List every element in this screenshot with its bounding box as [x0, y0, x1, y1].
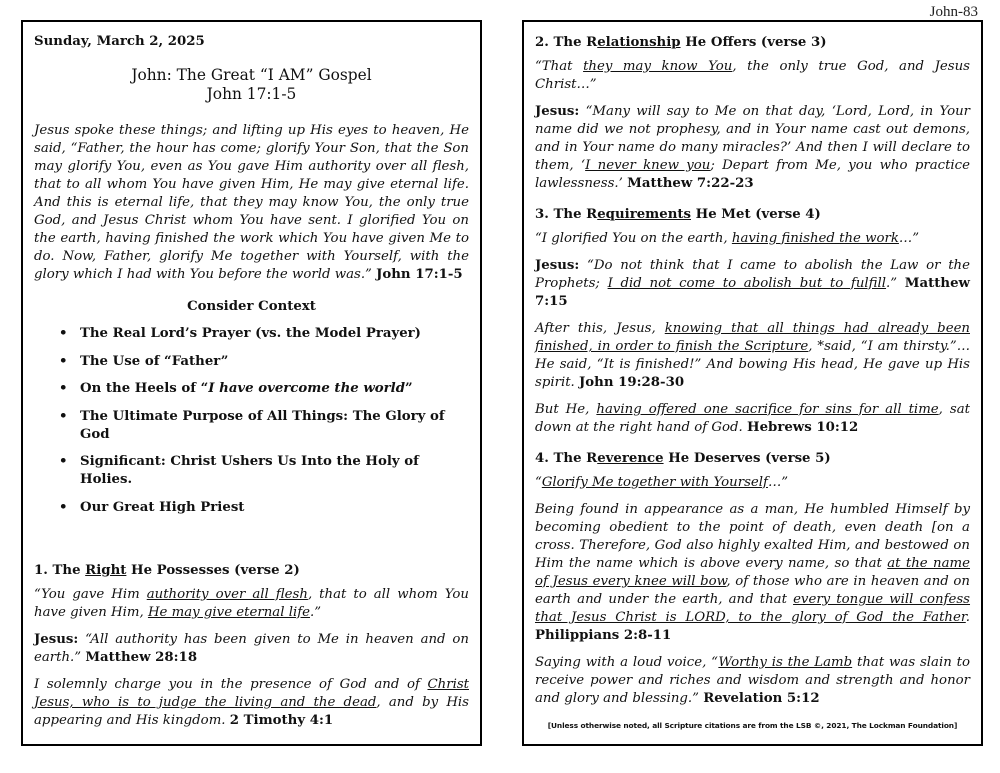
left-page-panel — [21, 20, 482, 746]
quote-text: “That — [535, 59, 584, 74]
passage-underlined: at the name of Jesus every knee will bow — [535, 556, 970, 589]
section-heading-prefix: 4. The R — [535, 451, 598, 466]
jesus-underlined: I did not come to abolish but to fulfill — [607, 276, 887, 291]
section-3-sacrifice-passage — [535, 401, 970, 437]
context-item-italic: I have overcome the world — [208, 381, 405, 396]
jesus-text: “All authority has been given to Me in heaven and on earth.” — [34, 632, 469, 665]
jesus-text: ; Depart from Me, you who practice lawlessness.’ — [535, 158, 970, 191]
quote-underlined: authority over all flesh — [146, 587, 308, 602]
passage-text: But He, — [535, 402, 597, 417]
scripture-ref: Matthew 7:15 — [535, 276, 970, 309]
jesus-label: Jesus: — [535, 258, 580, 273]
quote-text: …” — [767, 475, 789, 490]
section-4-quote — [535, 474, 970, 492]
scripture-ref: Philippians 2:8-11 — [535, 628, 672, 643]
passage-text: . — [965, 610, 970, 625]
section-4-worthy-passage — [535, 654, 970, 708]
quote-text: , the only true God, and Jesus Christ…” — [535, 59, 970, 92]
context-item — [80, 353, 469, 371]
passage-underlined: having offered one sacrifice for sins for all time — [596, 402, 939, 417]
section-3-finished-passage — [535, 320, 970, 392]
scripture-ref: 2 Timothy 4:1 — [229, 713, 334, 728]
section-heading-keyword: Right — [85, 563, 127, 578]
section-heading-suffix: He Met (verse 4) — [691, 207, 821, 222]
quote-text: , that to all whom You have given Him, — [34, 587, 469, 620]
section-1-charge — [34, 676, 469, 730]
jesus-text: “Many will say to Me on that day, ‘Lord, Lord, in Your name did we not prophesy, and in Your name cast out demons, and in Your name do many miracles?’ And then I will declare to them, ‘ — [535, 104, 970, 173]
section-heading-prefix: 2. The R — [535, 35, 598, 50]
quote-text: “I glorified You on the earth, — [535, 231, 732, 246]
page-number: John-83 — [929, 4, 978, 20]
quote-text: “You gave Him — [34, 587, 147, 602]
passage-text: , *said, “I am thirsty.”…He said, “It is finished!” And bowing His head, He gave up His spirit. — [535, 339, 970, 390]
sermon-date: Sunday, March 2, 2025 — [34, 34, 205, 49]
scripture-ref: John 19:28-30 — [579, 375, 685, 390]
section-4-heading — [535, 450, 970, 468]
section-heading-keyword: everence — [597, 451, 664, 466]
passage-underlined: knowing that all things had already been finished, in order to finish the Scripture — [535, 321, 970, 354]
context-item — [80, 380, 469, 398]
section-heading-keyword: equirements — [597, 207, 691, 222]
title-block — [34, 66, 469, 104]
charge-text: , and by His appearing and His kingdom. — [34, 695, 470, 728]
passage-text: Being found in appearance as a man, He humbled Himself by becoming obedient to the point of death, even death [on a cross. Therefore, God also highly exalted Him, and bestowed on Him the name which is above every name, so that — [535, 502, 970, 571]
context-heading: Consider Context — [187, 299, 316, 314]
scripture-ref: Matthew 7:22-23 — [627, 176, 754, 191]
quote-underlined: they may know You — [583, 59, 733, 74]
sermon-title: John: The Great “I AM” Gospel — [131, 66, 372, 84]
context-item — [80, 408, 469, 444]
quote-text: …” — [898, 231, 920, 246]
scripture-ref: Hebrews 10:12 — [747, 420, 859, 435]
jesus-label: Jesus: — [34, 632, 79, 647]
jesus-text: .” — [886, 276, 898, 291]
context-item — [80, 325, 469, 343]
passage-text: that was slain to receive power and riches and wisdom and strength and honor and glory and blessing.” — [535, 655, 970, 706]
context-item-text: Our Great High Priest — [80, 499, 245, 515]
sermon-passage: John 17:1-5 — [206, 85, 297, 103]
context-item-text: The Use of “Father” — [80, 353, 229, 369]
section-3-jesus-quote — [535, 257, 970, 311]
context-item-text: Significant: Christ Ushers Us Into the Holy of Holies. — [80, 454, 419, 487]
jesus-label: Jesus: — [535, 104, 580, 119]
section-3-heading — [535, 206, 970, 224]
passage-text: , of those who are in heaven and on earth and under the earth, and that — [535, 574, 970, 607]
section-3-quote — [535, 230, 970, 248]
intro-text: Jesus spoke these things; and lifting up His eyes to heaven, He said, “Father, the hour has come; glorify Your Son, that the Son may glorify You, even as You gave Him authority over all flesh, that to all whom You have given Him, He may give eternal life. And this is eternal life, that they may know You, the only true God, and Jesus Christ whom You have sent. I glorified You on the earth, having finished the work which You have given Me to do. Now, Father, glorify Me together with Yourself, with the glory which I had with You before the world was.” — [34, 123, 469, 282]
quote-underlined: Glorify Me together with Yourself — [541, 475, 768, 490]
section-1-quote — [34, 586, 469, 622]
context-item-close: ” — [405, 381, 413, 396]
intro-ref: John 17:1-5 — [376, 267, 463, 282]
right-page-panel — [522, 20, 983, 746]
context-list — [34, 325, 469, 517]
context-item — [80, 453, 469, 489]
passage-text: , sat down at the right hand of God. — [535, 402, 970, 435]
scripture-ref: Matthew 28:18 — [85, 650, 198, 665]
section-2-quote — [535, 58, 970, 94]
section-1-heading — [34, 562, 469, 580]
section-heading-suffix: He Possesses (verse 2) — [126, 563, 300, 578]
section-heading-suffix: He Deserves (verse 5) — [663, 451, 831, 466]
scripture-ref: Revelation 5:12 — [703, 691, 820, 706]
section-2-jesus-quote — [535, 103, 970, 193]
quote-text: .” — [310, 605, 322, 620]
passage-underlined: every tongue will confess that Jesus Christ is LORD, to the glory of God the Father — [535, 592, 971, 625]
passage-text: Saying with a loud voice, “ — [535, 655, 719, 670]
jesus-underlined: I never knew you — [585, 158, 711, 173]
quote-underlined: having finished the work — [731, 231, 899, 246]
passage-text: After this, Jesus, — [535, 321, 665, 336]
section-2-heading — [535, 34, 970, 52]
section-heading-prefix: 3. The R — [535, 207, 598, 222]
section-1-jesus-quote — [34, 631, 469, 667]
section-heading-suffix: He Offers (verse 3) — [680, 35, 827, 50]
jesus-text: “Do not think that I came to abolish the Law or the Prophets; — [535, 258, 970, 291]
context-item-text: The Ultimate Purpose of All Things: The Glory of God — [80, 408, 445, 442]
section-heading-keyword: elationship — [597, 35, 681, 50]
quote-underlined: He may give eternal life — [147, 605, 310, 620]
charge-underlined: Christ Jesus, who is to judge the living and the dead — [34, 677, 469, 710]
charge-text: I solemnly charge you in the presence of God and of — [34, 677, 428, 692]
quote-text: “ — [535, 475, 542, 490]
context-item-text: The Real Lord’s Prayer (vs. the Model Prayer) — [80, 326, 421, 341]
context-item — [80, 499, 469, 517]
section-heading-prefix: 1. The — [34, 563, 86, 578]
context-item-text: On the Heels of “ — [80, 381, 209, 396]
passage-underlined: Worthy is the Lamb — [718, 655, 853, 670]
citation-footnote: [Unless otherwise noted, all Scripture citations are from the LSB ©, 2021, The Lockman Foundation] — [547, 721, 958, 730]
section-4-exaltation-passage — [535, 501, 970, 645]
intro-passage — [34, 122, 469, 284]
